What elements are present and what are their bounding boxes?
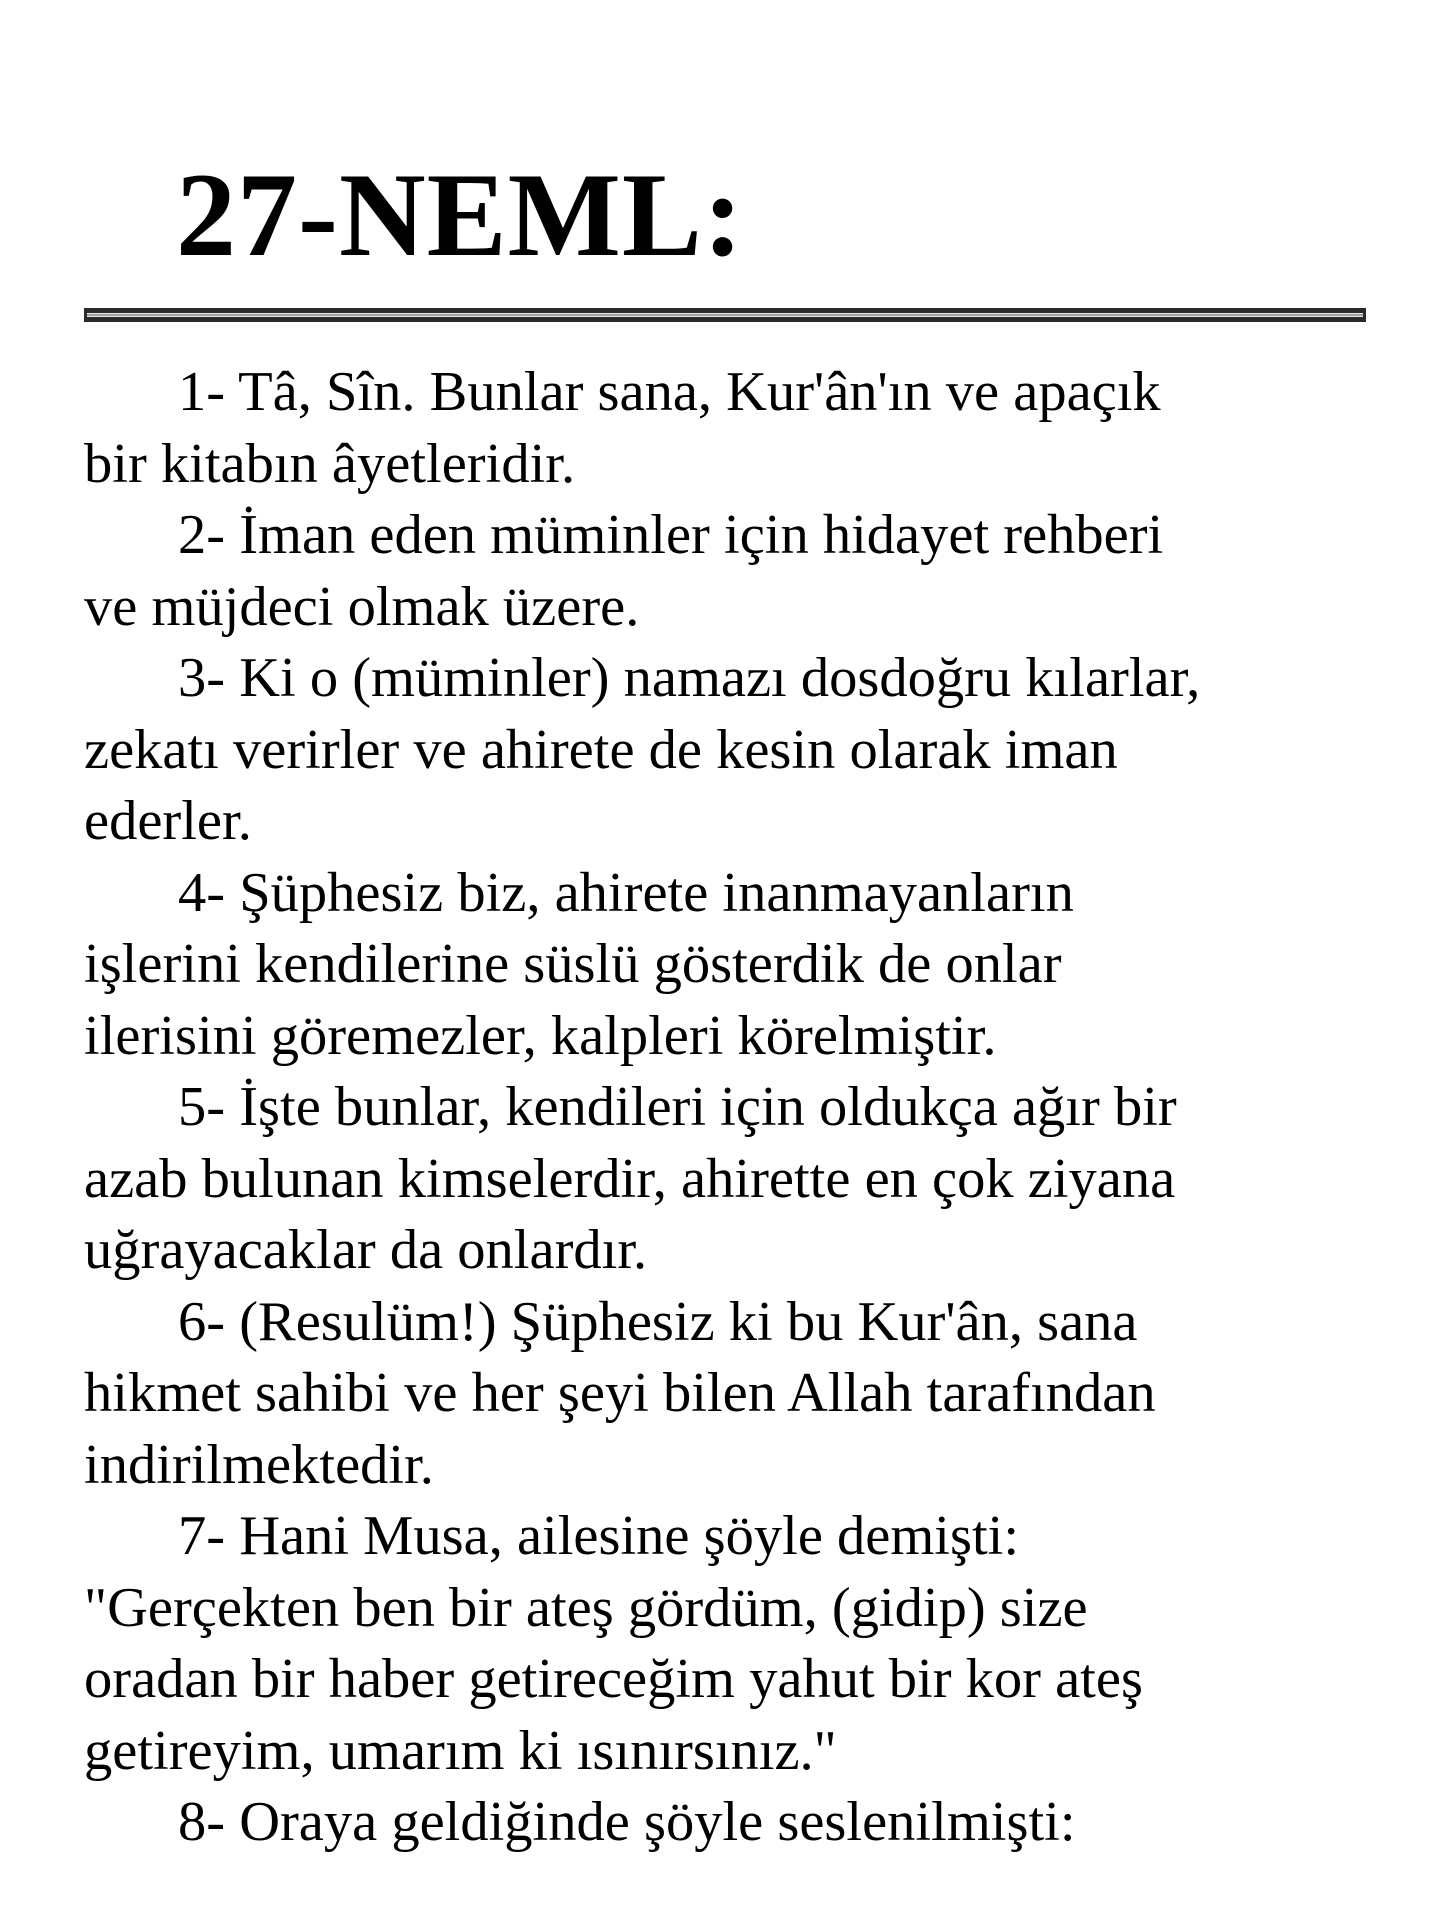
text-line: 3- Ki o (müminler) namazı dosdoğru kılarlar, bbox=[178, 647, 1201, 709]
text-line: ve müjdeci olmak üzere. bbox=[84, 575, 640, 638]
text-line: ederler. bbox=[84, 790, 252, 852]
text-line: 4- Şüphesiz biz, ahirete inanmayanların bbox=[178, 861, 1074, 924]
text-line: "Gerçekten ben bir ateş gördüm, (gidip) size bbox=[84, 1576, 1088, 1639]
text-line: azab bulunan kimselerdir, ahirette en çok ziyana bbox=[84, 1147, 1176, 1210]
verse-text-block bbox=[84, 357, 1384, 1859]
title-divider bbox=[84, 308, 1366, 322]
text-line: zekatı verirler ve ahirete de kesin olarak iman bbox=[84, 718, 1118, 781]
text-line: getireyim, umarım ki ısınırsınız." bbox=[84, 1719, 837, 1782]
text-line: hikmet sahibi ve her şeyi bilen Allah tarafından bbox=[84, 1362, 1156, 1424]
text-line: işlerini kendilerine süslü gösterdik de onlar bbox=[84, 933, 1062, 995]
text-line: uğrayacaklar da onlardır. bbox=[84, 1219, 648, 1281]
text-line: 7- Hani Musa, ailesine şöyle demişti: bbox=[178, 1505, 1020, 1567]
text-line: 1- Tâ, Sîn. Bunlar sana, Kur'ân'ın ve apaçık bbox=[178, 361, 1161, 423]
text-line: 5- İşte bunlar, kendileri için oldukça ağır bir bbox=[178, 1076, 1177, 1138]
text-line: ilerisini göremezler, kalpleri körelmiştir. bbox=[84, 1004, 997, 1067]
text-line: oradan bir haber getireceğim yahut bir kor ateş bbox=[84, 1648, 1143, 1710]
text-line: indirilmektedir. bbox=[84, 1433, 434, 1496]
text-line: 6- (Resulüm!) Şüphesiz ki bu Kur'ân, sana bbox=[178, 1290, 1138, 1353]
text-line: 8- Oraya geldiğinde şöyle seslenilmişti: bbox=[178, 1791, 1076, 1853]
text-line: 2- İman eden müminler için hidayet rehberi bbox=[178, 504, 1164, 566]
text-line: bir kitabın âyetleridir. bbox=[84, 432, 576, 495]
page-title: 27-NEML: bbox=[176, 148, 744, 281]
